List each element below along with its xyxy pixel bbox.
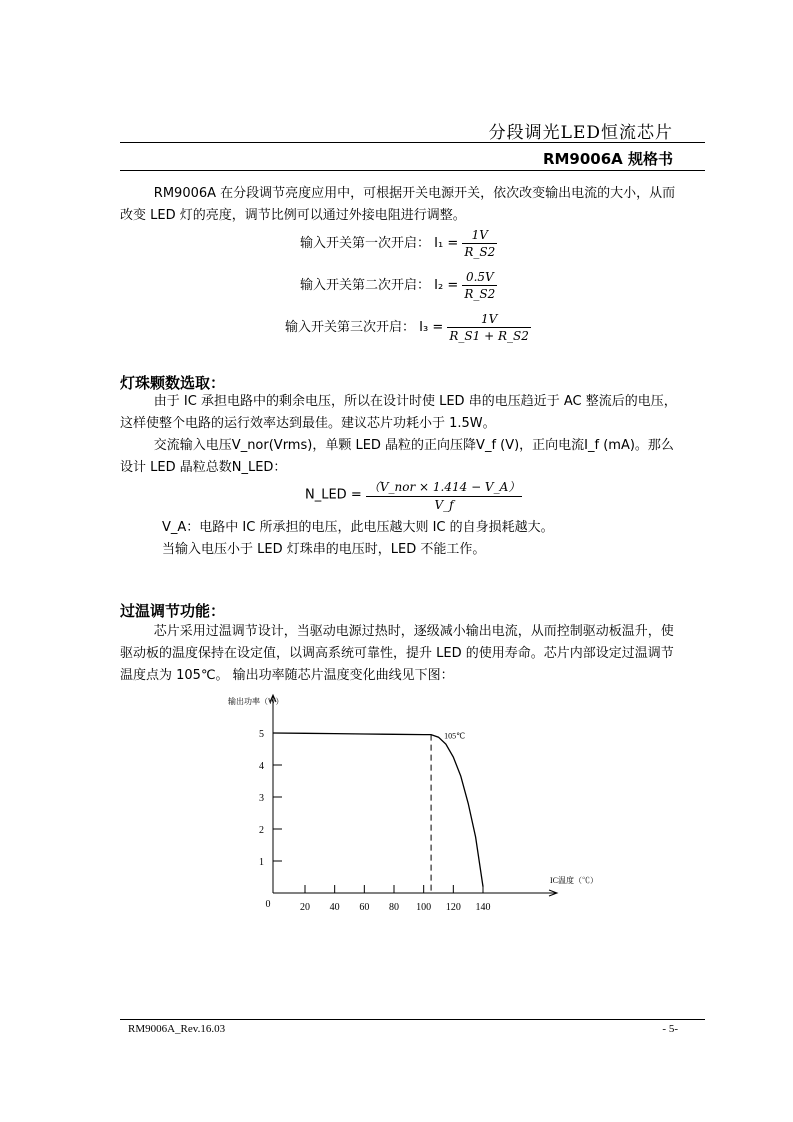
fraction-denominator: R_S2 — [464, 245, 496, 259]
formula-lhs: N_LED = — [305, 487, 362, 503]
fraction-denominator: R_S2 — [464, 287, 496, 301]
footer-divider — [120, 1019, 705, 1020]
y-tick-label: 4 — [259, 761, 264, 772]
formula-label: 输入开关第一次开启： — [300, 236, 431, 251]
formula-n-led — [305, 478, 522, 512]
fraction — [366, 478, 522, 512]
paragraph: 当输入电压小于 LED 灯珠串的电压时，LED 不能工作。 — [162, 542, 486, 557]
formula-i2 — [300, 270, 497, 301]
footer-revision: RM9006A_Rev.16.03 — [128, 1023, 226, 1035]
formula-lhs: I₂ = — [434, 278, 459, 293]
fraction-numerator: 1V — [471, 228, 488, 242]
x-tick-label: 100 — [416, 902, 432, 913]
x-axis-label: IC温度（℃） — [550, 876, 598, 885]
header-divider-lower — [120, 170, 705, 171]
fraction-numerator: （V_nor × 1.414 − V_A） — [367, 480, 521, 494]
fraction-numerator: 1V — [480, 312, 498, 326]
header-divider — [120, 142, 705, 143]
formula-i3 — [285, 312, 531, 343]
paragraph: 芯片采用过温调节设计，当驱动电源过热时，逐级减小输出电流，从而控制驱动板温升，使驱动板的温度保持在设定值，以调高系统可靠性，提升 LED 的使用寿命。芯片内部设定过温调节温度点为 105℃。 输出功率随芯片温度变化曲线见下图： — [120, 624, 674, 683]
section-heading-overtemp: 过温调节功能： — [120, 602, 226, 620]
page-number: - 5- — [662, 1023, 678, 1035]
formula-label: 输入开关第二次开启： — [300, 278, 431, 293]
y-axis-label: 输出功率（W） — [228, 697, 284, 706]
fraction-numerator: 0.5V — [465, 270, 494, 284]
fraction — [447, 312, 530, 343]
formula-label: 输入开关第三次开启： — [285, 320, 416, 335]
fraction — [462, 270, 497, 301]
x-tick-label: 140 — [475, 902, 491, 913]
section-heading-led-count: 灯珠颗数选取： — [120, 374, 226, 392]
fraction-denominator: V_f — [366, 496, 522, 512]
paragraph: 由于 IC 承担电路中的剩余电压，所以在设计时使 LED 串的电压趋近于 AC 整流后的电压，这样使整个电路的运行效率达到最佳。建议芯片功耗小于 1.5W。 — [120, 394, 677, 431]
x-tick-label: 40 — [329, 902, 340, 913]
x-tick-label: 20 — [300, 902, 310, 913]
threshold-label: 105℃ — [444, 731, 466, 741]
power-vs-temperature-chart — [220, 688, 598, 918]
paragraph: V_A：电路中 IC 所承担的电压，此电压越大则 IC 的自身损耗越大。 — [162, 520, 554, 535]
intro-paragraph: RM9006A 在分段调节亮度应用中，可根据开关电源开关，依次改变输出电流的大小，从而改变 LED 灯的亮度，调节比例可以通过外接电阻进行调整。 — [120, 186, 676, 223]
document-subtitle: RM9006A 规格书 — [542, 150, 673, 168]
y-tick-label: 2 — [259, 825, 264, 836]
x-tick-label: 80 — [389, 902, 399, 913]
formula-lhs: I₃ = — [419, 320, 444, 335]
y-tick-label: 5 — [259, 729, 264, 740]
x-tick-label: 0 — [265, 899, 271, 910]
fraction-denominator: R_S1 + R_S2 — [449, 329, 529, 343]
formula-i1 — [300, 228, 497, 259]
paragraph: 交流输入电压V_nor(Vrms)，单颗 LED 晶粒的正向压降V_f (V)，正向电流I_f (mA)。那么设计 LED 晶粒总数N_LED： — [120, 438, 674, 475]
fraction — [462, 228, 497, 259]
document-title: 分段调光LED恒流芯片 — [488, 123, 673, 143]
x-tick-label: 120 — [445, 902, 461, 913]
x-tick-label: 60 — [359, 902, 370, 913]
y-tick-label: 1 — [259, 857, 264, 868]
y-tick-label: 3 — [259, 793, 264, 804]
power-curve — [273, 733, 483, 887]
formula-lhs: I₁ = — [434, 236, 459, 251]
